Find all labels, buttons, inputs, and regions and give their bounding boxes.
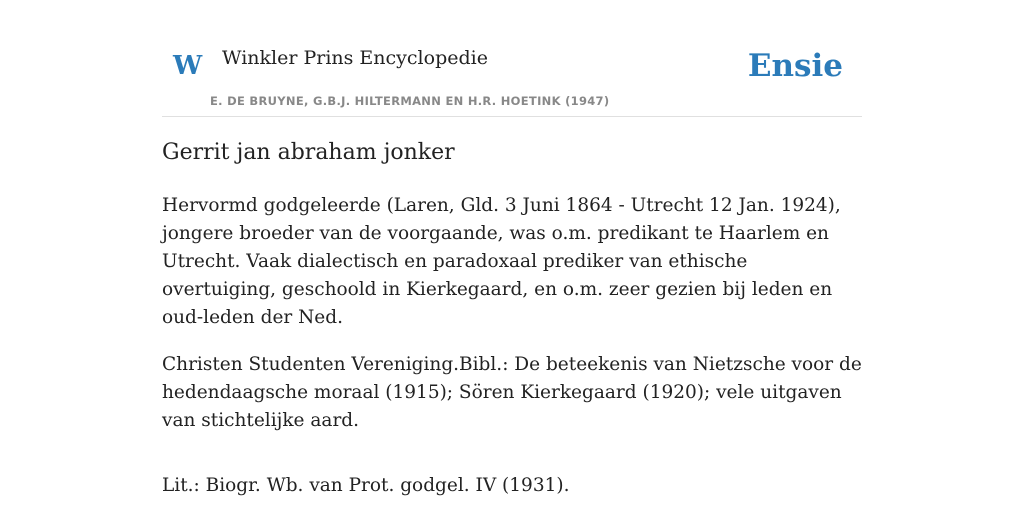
header	[162, 0, 862, 117]
authors-line: E. DE BRUYNE, G.B.J. HILTERMANN EN H.R. HOETINK (1947)	[210, 94, 610, 108]
winkler-prins-logo: W	[173, 51, 203, 81]
entry-body	[162, 192, 862, 519]
literature-reference: Lit.: Biogr. Wb. van Prot. godgel. IV (1931).	[162, 475, 570, 496]
page-container	[162, 0, 862, 496]
entry-title: Gerrit jan abraham jonker	[162, 140, 455, 165]
entry-paragraph: Christen Studenten Vereniging.Bibl.: De beteekenis van Nietzsche voor de hedendaagsche moraal (1915); Sören Kierkegaard (1920); vele uitgaven van stichtelijke aard.	[162, 354, 862, 431]
ensie-logo-link[interactable]: Ensie	[747, 48, 843, 84]
book-title: Winkler Prins Encyclopedie	[222, 47, 488, 69]
entry-paragraph: Hervormd godgeleerde (Laren, Gld. 3 Juni 1864 - Utrecht 12 Jan. 1924), jongere broeder van de voorgaande, was o.m. predikant te Haarlem en Utrecht. Vaak dialectisch en paradoxaal prediker van ethische overtuiging, geschoold in Kierkegaard, en o.m. zeer gezien bij leden en oud-leden der Ned.	[162, 195, 841, 328]
